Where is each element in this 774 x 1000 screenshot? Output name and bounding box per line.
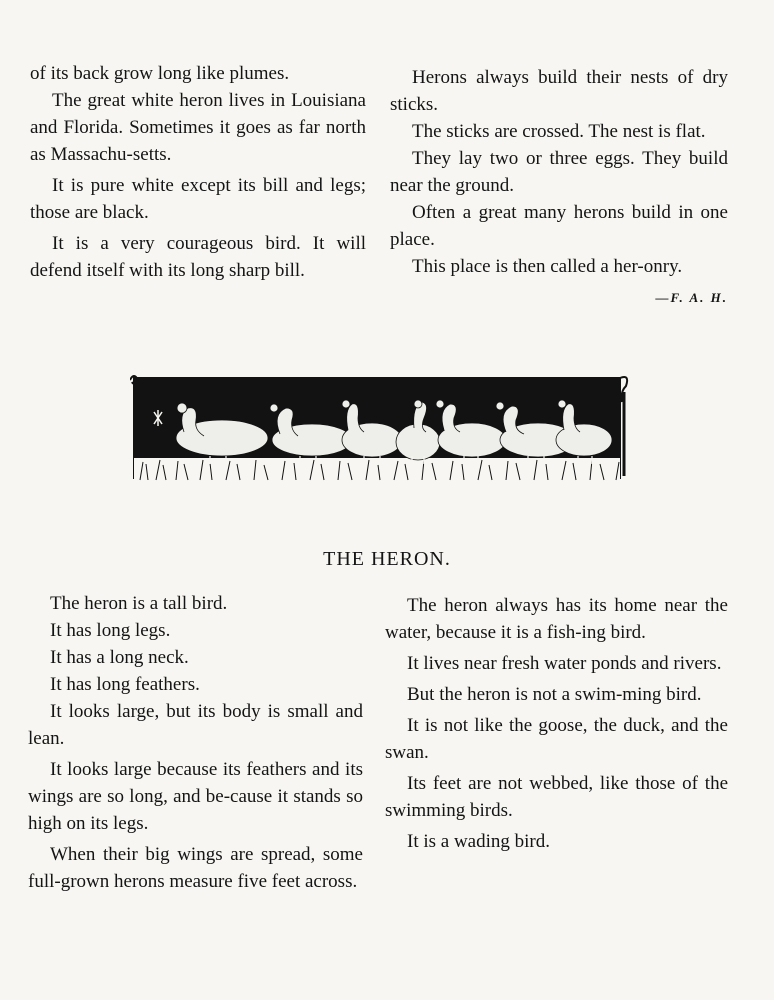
paragraph: The heron is a tall bird. <box>50 593 228 614</box>
paragraph: It has long feathers. <box>50 674 200 695</box>
paragraph: The heron always has its home near the water, because it is a fish-ing bird. <box>385 595 728 643</box>
bottom-left-column <box>28 590 363 895</box>
paragraph: It is a wading bird. <box>407 831 551 852</box>
top-left-column <box>30 60 366 284</box>
paragraph <box>390 253 728 305</box>
top-right-column <box>390 64 728 311</box>
paragraph: It is a very courageous bird. It will defend itself with its long sharp bill. <box>30 233 366 281</box>
paragraph: It lives near fresh water ponds and rivers. <box>407 653 722 674</box>
paragraph: The great white heron lives in Louisiana and Florida. Sometimes it goes as far north as Massachu-setts. <box>30 90 366 165</box>
paragraph: It is not like the goose, the duck, and the swan. <box>385 715 728 763</box>
bottom-right-column <box>385 592 728 855</box>
herons-illustration <box>130 372 634 488</box>
paragraph: They lay two or three eggs. They build near the ground. <box>390 148 728 196</box>
paragraph: It has long legs. <box>50 620 171 641</box>
article-title: THE HERON. <box>323 548 451 570</box>
paragraph-text: This place is then called a her-onry. <box>412 256 683 277</box>
paragraph: When their big wings are spread, some full-grown herons measure five feet across. <box>28 844 363 892</box>
paragraph: of its back grow long like plumes. <box>30 63 290 84</box>
paragraph: Herons always build their nests of dry sticks. <box>390 67 728 115</box>
paragraph: Often a great many herons build in one place. <box>390 202 728 250</box>
paragraph: It is pure white except its bill and legs; those are black. <box>30 175 366 223</box>
paragraph: Its feet are not webbed, like those of the swimming birds. <box>385 773 728 821</box>
paragraph: It looks large because its feathers and its wings are so long, and be-cause it stands so high on its legs. <box>28 759 363 834</box>
author-signature: —F. A. H. <box>655 290 728 305</box>
paragraph: The sticks are crossed. The nest is flat. <box>412 121 706 142</box>
paragraph: But the heron is not a swim-ming bird. <box>407 684 702 705</box>
paragraph: It has a long neck. <box>50 647 189 668</box>
paragraph: It looks large, but its body is small and lean. <box>28 701 363 749</box>
